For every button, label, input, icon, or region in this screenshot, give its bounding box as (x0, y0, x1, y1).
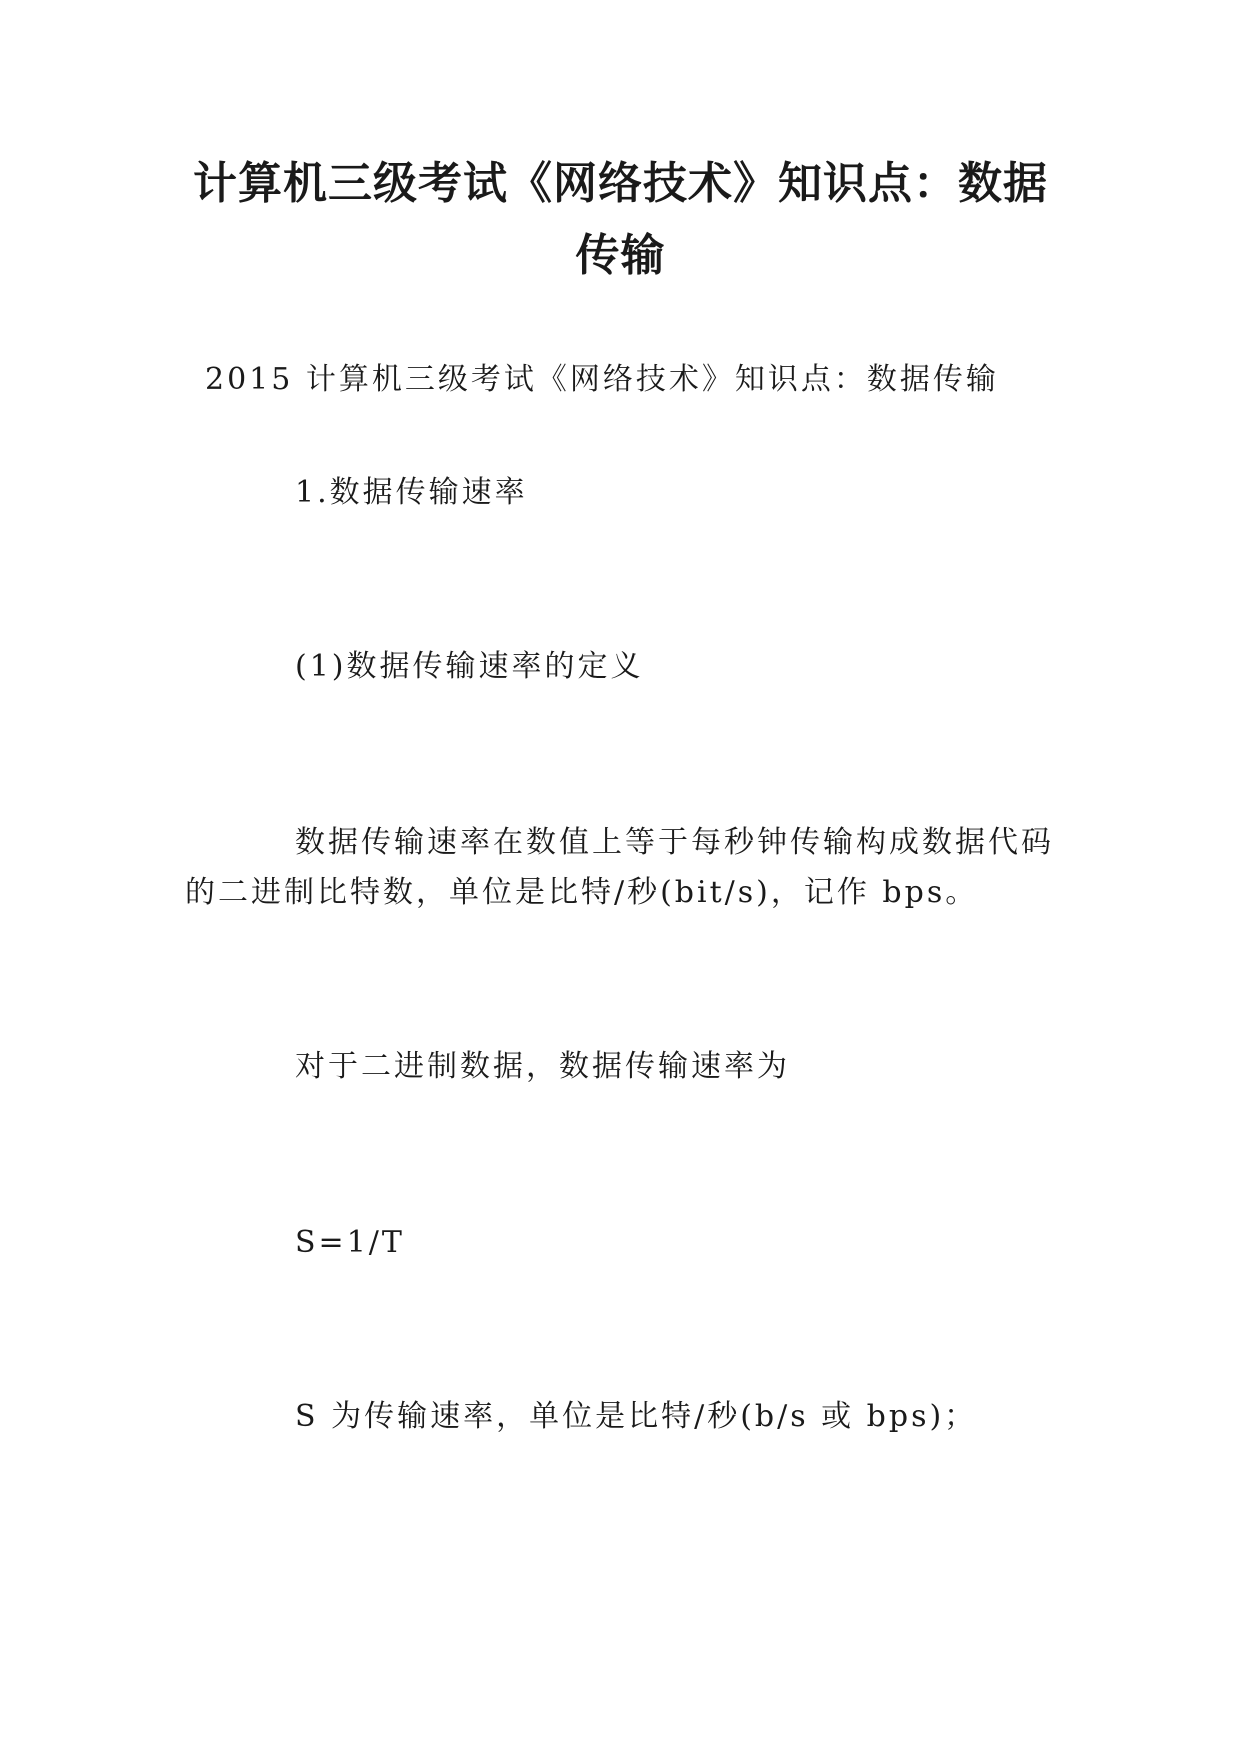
s-definition-paragraph: S 为传输速率，单位是比特/秒(b/s 或 bps)； (295, 1399, 978, 1434)
section-heading: 1.数据传输速率 (295, 475, 528, 510)
title-line-2: 传输 (575, 230, 666, 281)
formula-paragraph: S=1/T (295, 1225, 405, 1260)
subsection-heading: (1)数据传输速率的定义 (295, 649, 644, 684)
title-line-1: 计算机三级考试《网络技术》知识点：数据 (193, 158, 1048, 209)
document-title (150, 148, 1091, 292)
definition-paragraph: 数据传输速率在数值上等于每秒钟传输构成数据代码的二进制比特数，单位是比特/秒(bit/s)，记作 bps。 (185, 825, 1054, 910)
binary-intro-paragraph: 对于二进制数据，数据传输速率为 (295, 1049, 790, 1084)
subtitle-paragraph: 2015 计算机三级考试《网络技术》知识点：数据传输 (205, 362, 999, 397)
